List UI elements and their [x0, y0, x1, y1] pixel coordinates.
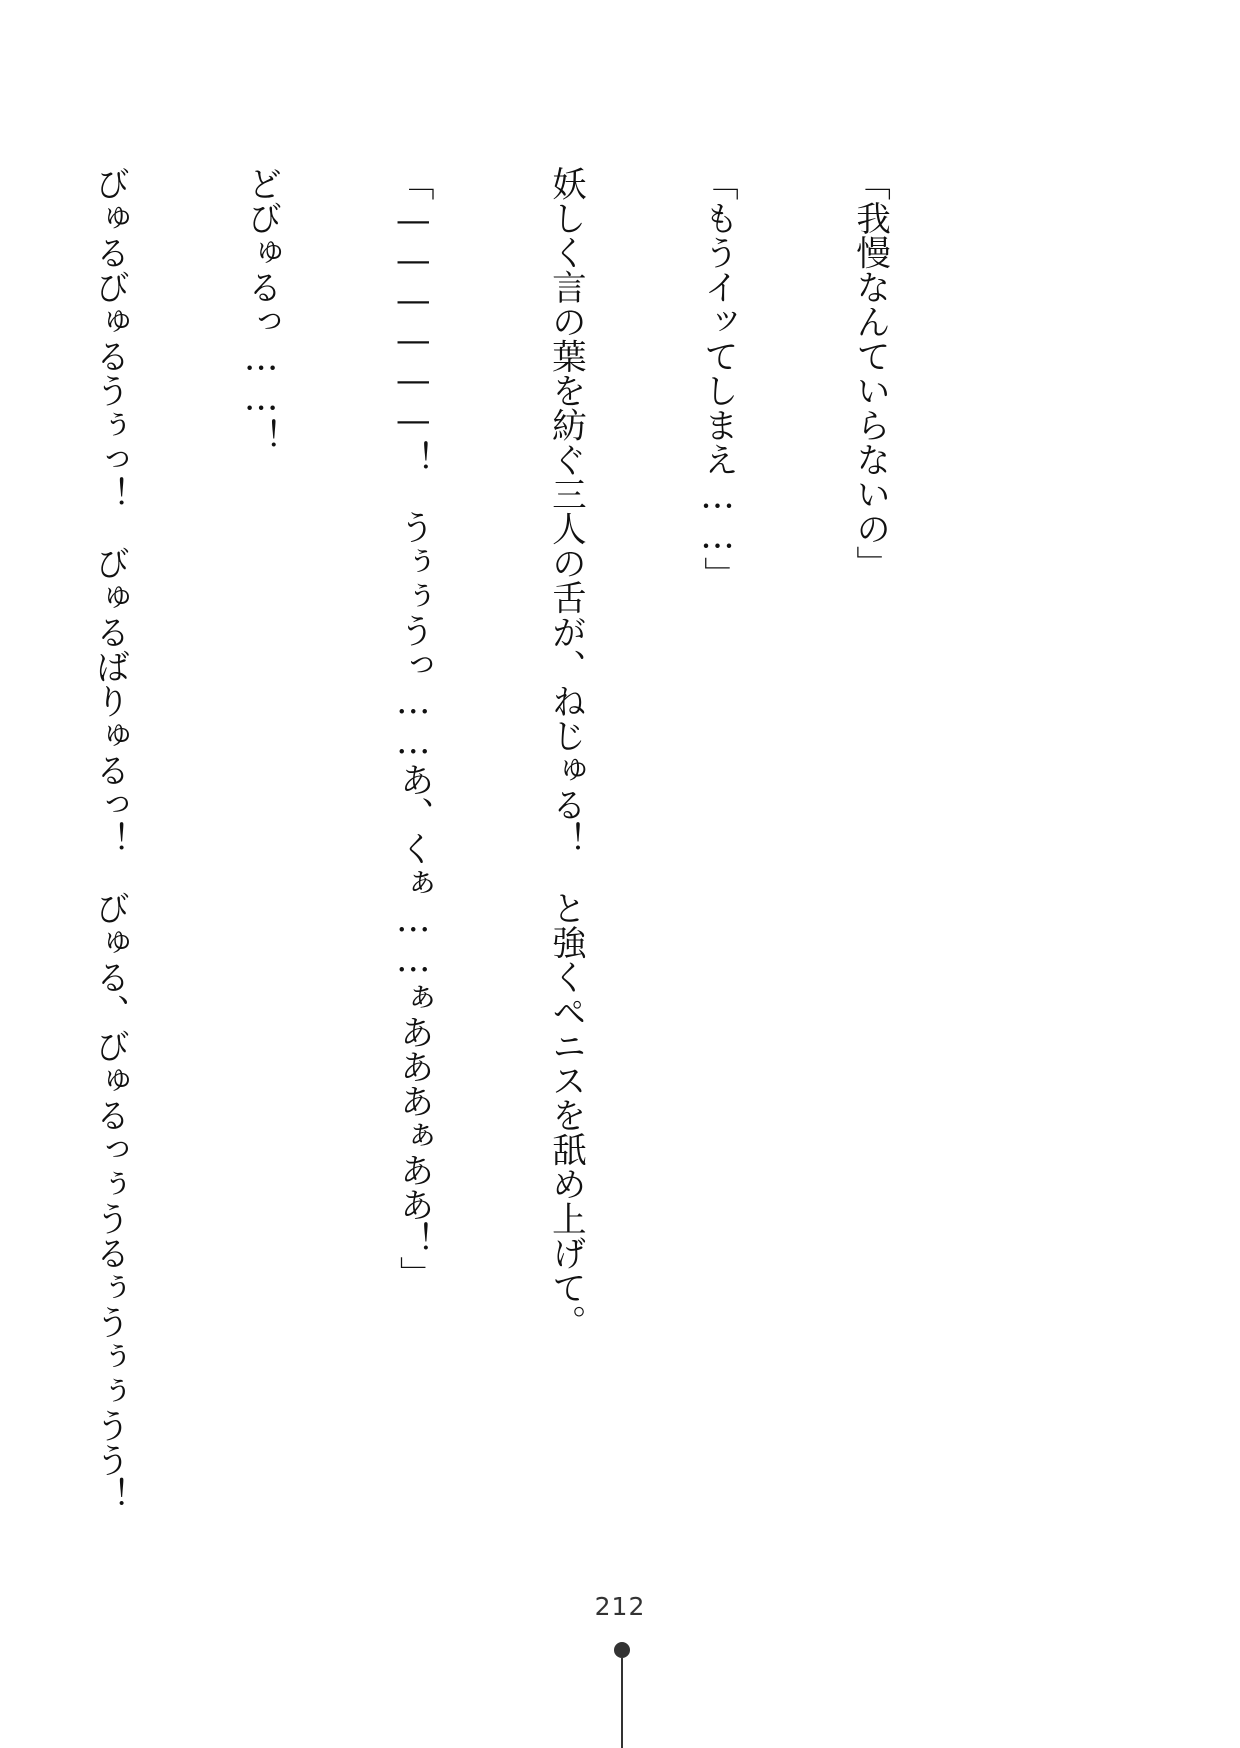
- page-number: 212: [594, 1592, 646, 1621]
- body-text: [89, 166, 996, 1546]
- text-line-16: 「もうイッてしまえ……」: [697, 166, 738, 591]
- page-footer: [0, 1582, 1240, 1748]
- text-line-15: 妖しく言の葉を紡ぐ三人の舌が、ねじゅる！ と強くペニスを舐め上げて。: [545, 166, 586, 1339]
- text-line-14: 「——————！ うぅぅうっ……あ、くぁ……ぁあああぁああ！」: [393, 166, 434, 1291]
- footer-line: [621, 1658, 623, 1748]
- text-line-13: どびゅるっ……！: [241, 166, 282, 453]
- text-line-12: びゅるびゅるうぅっ！ びゅるばりゅるっ！ びゅる、びゅるっぅうるぅうぅぅうう！: [89, 166, 130, 1512]
- footer-dot-icon: [614, 1642, 630, 1658]
- text-line-17: 「我慢なんていらないの」: [849, 166, 890, 580]
